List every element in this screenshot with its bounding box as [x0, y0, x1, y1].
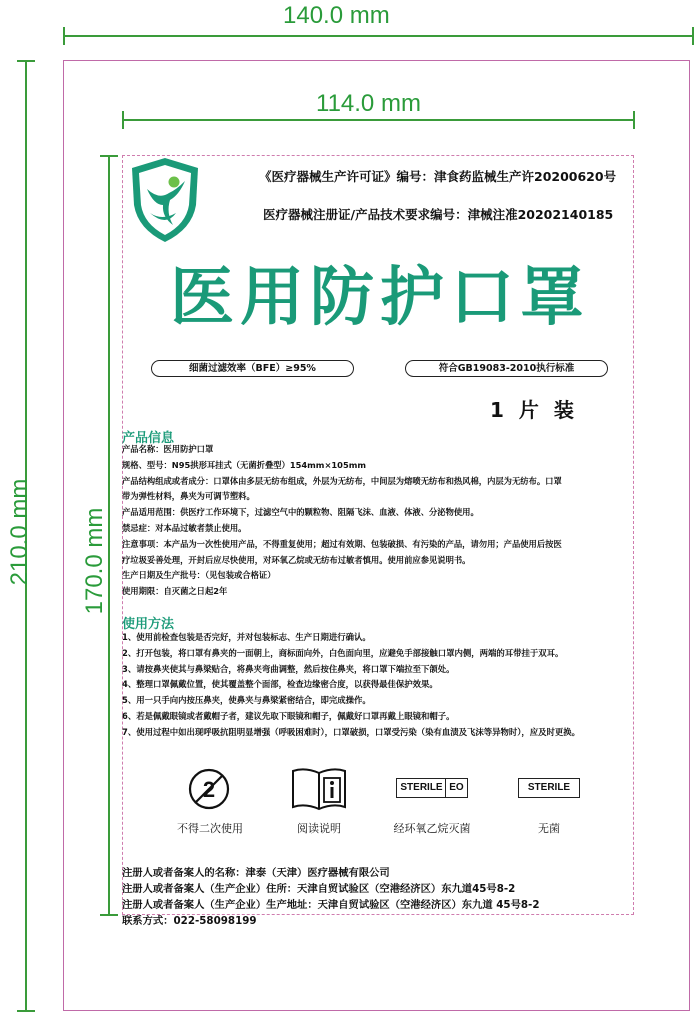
inner-height-label: 170.0 mm: [81, 507, 108, 615]
standard-badge: 符合GB19083-2010执行标准: [405, 360, 608, 377]
registration-number: 医疗器械注册证/产品技术要求编号：津械注准20202140185: [263, 207, 614, 222]
product-info-line: 带为弹性材料，鼻夹为可调节塑料。: [122, 491, 255, 502]
usage-step: 4、整理口罩佩戴位置，使其覆盖整个面部，检查边缘密合度，以获得最佳保护效果。: [122, 679, 438, 690]
sterile-icon: STERILE: [518, 778, 580, 798]
outer-width-label: 140.0 mm: [283, 2, 390, 29]
registrant-name: 注册人或者备案人的名称：津泰（天津）医疗器械有限公司: [122, 867, 390, 879]
product-info-line: 使用期限：自灭菌之日起2年: [122, 586, 228, 597]
read-manual-label: 阅读说明: [297, 822, 341, 835]
no-reuse-label: 不得二次使用: [177, 822, 243, 835]
sterile-label: 无菌: [538, 822, 560, 835]
product-info-line: 注意事项：本产品为一次性使用产品，不得重复使用；超过有效期、包装破损、有污染的产品，请勿用；产品使用后按医: [122, 538, 562, 549]
read-manual-icon: [290, 765, 348, 811]
usage-step: 5、用一只手向内按压鼻夹，使鼻夹与鼻梁紧密结合，即完成操作。: [122, 695, 371, 706]
product-info-heading: 产品信息: [122, 431, 175, 446]
usage-heading: 使用方法: [122, 617, 175, 632]
product-info-line: 禁忌症：对本品过敏者禁止使用。: [122, 522, 247, 533]
sterile-eo-right: EO: [445, 778, 468, 798]
product-info-line: 产品结构组成或者成分：口罩体由多层无纺布组成，外层为无纺布，中间层为熔喷无纺布和热风棉，内层为无纺布。口罩: [122, 475, 562, 486]
outer-height-tick-top: [17, 60, 35, 62]
registrant-address: 注册人或者备案人（生产企业）住所：天津自贸试验区（空港经济区）东九道45号8-2: [122, 883, 516, 895]
outer-width-line: [63, 35, 693, 37]
product-info-line: 规格、型号：N95拱形耳挂式（无菌折叠型）154mm×105mm: [122, 459, 367, 470]
outer-height-tick-bottom: [17, 1010, 35, 1012]
filtration-badge: 细菌过滤效率（BFE）≥95%: [151, 360, 354, 377]
outer-width-tick-left: [63, 27, 65, 45]
product-info-block: [122, 442, 632, 600]
no-reuse-glyph: 2: [202, 777, 216, 802]
usage-step: 3、请按鼻夹使其与鼻梁贴合，将鼻夹弯曲调整，然后按住鼻夹，将口罩下端拉至下颌处。: [122, 663, 455, 674]
contact-phone: 联系方式：022-58098199: [122, 915, 257, 927]
product-info-line: 产品名称：医用防护口罩: [122, 444, 214, 454]
usage-step: 2、打开包装，将口罩有鼻夹的一面朝上，商标面向外，白色面向里，应避免手部接触口罩内侧，两端的耳带挂于双耳。: [122, 647, 564, 658]
no-reuse-icon: [187, 767, 231, 811]
inner-width-label: 114.0 mm: [316, 90, 421, 117]
brand-logo: [126, 155, 204, 245]
sterile-eo-label: 经环氧乙烷灭菌: [393, 822, 471, 835]
usage-block: [122, 630, 637, 741]
outer-height-label: 210.0 mm: [6, 478, 33, 586]
sterile-eo-icon: [396, 778, 468, 798]
product-info-line: 生产日期及生产批号：（见包装或合格证）: [122, 570, 276, 581]
product-title: 医用防护口罩: [170, 261, 590, 335]
sterile-eo-left: STERILE: [396, 778, 446, 798]
shield-logo-icon: [126, 155, 204, 245]
outer-width-tick-right: [692, 27, 694, 45]
product-info-line: 疗垃圾妥善处理，开封后应尽快使用，对环氧乙烷或无纺布过敏者慎用。使用前应参见说明书。: [122, 554, 471, 565]
usage-step: 7、使用过程中如出现呼吸抗阻明显增强（呼吸困难时），口罩破损，口罩受污染（染有血渍及飞沫等异物时），应及时更换。: [122, 726, 581, 737]
usage-step: 1、使用前检查包装是否完好，并对包装标志、生产日期进行确认。: [122, 632, 371, 642]
registrant-block: [122, 865, 540, 929]
pack-count: 1 片 装: [490, 398, 578, 422]
license-number: 《医疗器械生产许可证》编号：津食药监械生产许20200620号: [259, 169, 617, 184]
product-info-line: 产品适用范围：供医疗工作环境下，过滤空气中的颗粒物、阻隔飞沫、血液、体液、分泌物使用。: [122, 507, 479, 518]
production-address: 注册人或者备案人（生产企业）生产地址：天津自贸试验区（空港经济区）东九道 45号8-2: [122, 899, 540, 911]
usage-step: 6、若是佩戴眼镜或者戴帽子者，建议先取下眼镜和帽子，佩戴好口罩再戴上眼镜和帽子。: [122, 710, 455, 721]
